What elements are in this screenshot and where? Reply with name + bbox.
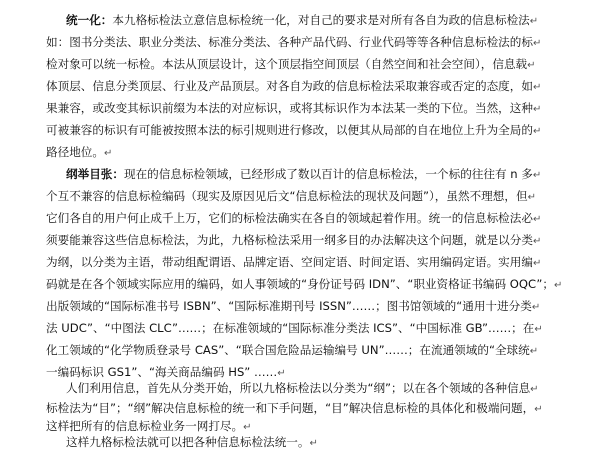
para2-line-6: 码就是在各个领域实际应用的编码，如人事领域的“身份证号码 IDN”、“职业资格证书编码 OQC”；↵ xyxy=(46,277,563,291)
para3-line-2: 标检法为“目”；“纲”解决信息标检的统一和下手问题，“目”解决信息标检的具体化和极端问题，↵ xyxy=(46,401,543,415)
paragraph-mark-icon: ↵ xyxy=(532,38,542,49)
para2-line-10: 一编码标识 GS1”、“海关商品编码 HS” ……↵ xyxy=(46,365,286,379)
para1-line-7: 路径地位。↵ xyxy=(46,145,113,159)
paragraph-mark-icon: ↵ xyxy=(532,214,542,225)
para1-line-3: 检对象可以统一标检。本法从顶层设计，这个顶层指空间顶层（自然空间和社会空间），信息载↵ xyxy=(46,57,536,71)
paragraph-mark-icon: ↵ xyxy=(527,192,536,203)
para3-line-1: 人们利用信息，首先从分类开始，所以九格标检法以分类为“纲”；以在各个领域的各种信息↵ xyxy=(66,381,539,395)
para2-line-1: 纲举目张：现在的信息标检领域，已经形成了数以百计的信息标检法，一个标的往往有 n 多↵ xyxy=(66,167,542,181)
paragraph-mark-icon: ↵ xyxy=(531,302,541,313)
para1-line-4: 体顶层、信息分类顶层、行业及产品顶层。对各自为政的信息标检法采取兼容或否定的态度，如↵ xyxy=(46,79,542,93)
para3-line-3: 这样把所有的信息标检业务一网打尽。↵ xyxy=(46,419,252,433)
para2-line-7: 出版领域的“国际标准书号 ISBN”、“国际标准期刊号 ISSN”……；图书馆领域的“通用十进分类↵ xyxy=(46,299,541,313)
paragraph-mark-icon: ↵ xyxy=(534,404,543,415)
para2-line-3: 它们各自的用户何止成千上万，它们的标检法确实在各自的领域起着作用。统一的信息标检法必↵ xyxy=(46,211,542,225)
para1-line-6: 可被兼容的标识有可能被按照本法的标引规则进行修改，以便其从局部的自在地位上升为全局的↵ xyxy=(46,123,542,137)
paragraph-mark-icon: ↵ xyxy=(553,280,563,291)
para2-line-8: 法 UDC”、“中图法 CLC”……；在标准领域的“国际标准分类法 ICS”、“中国标准 GB”……；在↵ xyxy=(46,321,543,335)
paragraph-mark-icon: ↵ xyxy=(532,258,542,269)
paragraph-mark-icon: ↵ xyxy=(277,368,286,379)
paragraph-mark-icon: ↵ xyxy=(534,324,543,335)
paragraph-mark-icon: ↵ xyxy=(532,82,542,93)
paragraph-mark-icon: ↵ xyxy=(243,422,252,433)
para2-line-4: 须要能兼容这些信息标检法，为此，九格标检法采用一纲多目的办法解决这个问题，就是以分类↵ xyxy=(46,233,542,247)
para1-line-1: 统一化：本九格标检法立意信息标检统一化，对自己的要求是对所有各自为政的信息标检法↵ xyxy=(66,13,539,27)
paragraph-mark-icon: ↵ xyxy=(103,148,113,159)
para2-line-2: 个互不兼容的信息标检编码（现实及原因见后文“信息标检法的现状及问题”），虽然不理想，但↵ xyxy=(46,189,536,203)
paragraph-mark-icon: ↵ xyxy=(529,16,539,27)
para4-line-1: 这样九格标检法就可以把各种信息标检法统一。↵ xyxy=(66,435,318,449)
para1-heading: 统一化： xyxy=(66,13,113,27)
paragraph-mark-icon: ↵ xyxy=(532,104,542,115)
para1-line-5: 果兼容，或改变其标识前缀为本法的对应标识，或将其标识作为本法某一类的下位。当然，这种↵ xyxy=(46,101,542,115)
para2-line-9: 化工领域的“化学物质登录号 CAS”、“联合国危险品运输编号 UN”……；在流通领域的“全球统↵ xyxy=(46,343,539,357)
para2-heading: 纲举目张： xyxy=(66,167,124,181)
paragraph-mark-icon: ↵ xyxy=(529,346,539,357)
paragraph-mark-icon: ↵ xyxy=(532,170,542,181)
paragraph-mark-icon: ↵ xyxy=(530,384,539,395)
paragraph-mark-icon: ↵ xyxy=(532,126,542,137)
paragraph-mark-icon: ↵ xyxy=(309,438,318,449)
para2-line-5: 为纲，以分类为主语，带动组配谓语、品牌定语、空间定语、时间定语、实用编码定语。实用编↵ xyxy=(46,255,542,269)
paragraph-mark-icon: ↵ xyxy=(532,236,542,247)
para1-line-2: 如：图书分类法、职业分类法、标准分类法、各种产品代码、行业代码等等各种信息标检法的标↵ xyxy=(46,35,542,49)
paragraph-mark-icon: ↵ xyxy=(527,60,536,71)
